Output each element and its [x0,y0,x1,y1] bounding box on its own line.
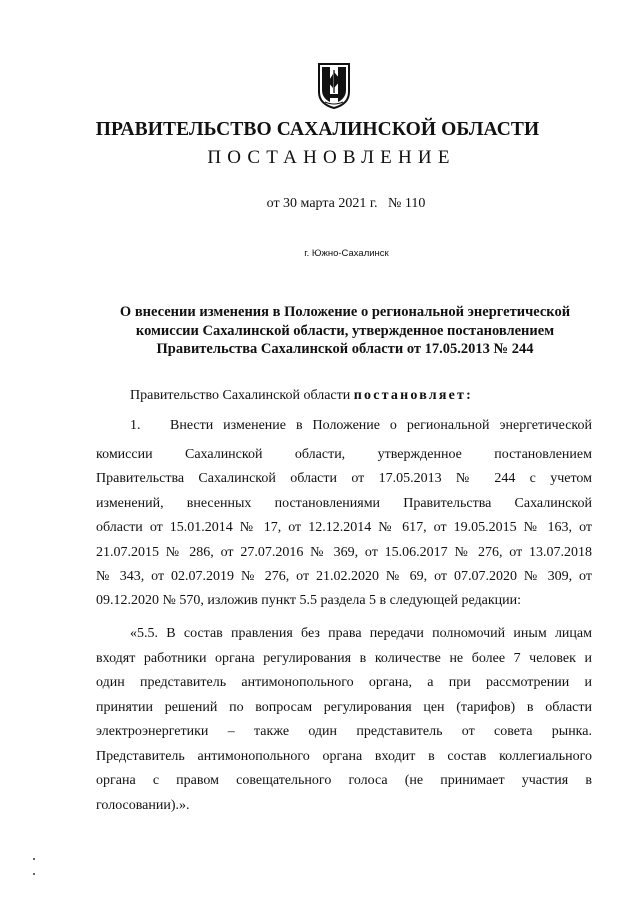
document-subject [100,303,590,359]
quote-line: Представитель антимонопольного органа входит в состав коллегиального [96,749,592,764]
item-line: комиссии Сахалинской области, утвержденное постановлением [96,447,592,462]
item-text: Внести изменение в Положение о региональной энергетической [170,418,592,433]
item-line: 21.07.2015 № 286, от 27.07.2016 № 369, от 15.06.2017 № 276, от 13.07.2018 [96,545,592,560]
org-title: ПРАВИТЕЛЬСТВО САХАЛИНСКОЙ ОБЛАСТИ [95,119,540,140]
scan-speck [33,873,35,875]
coat-of-arms-emblem [317,58,351,110]
item-line [130,416,592,436]
quote-line: электроэнергетики – также один представитель от совета рынка. [96,724,592,739]
city-line: г. Южно-Сахалинск [304,248,389,259]
item-line: области от 15.01.2014 № 17, от 12.12.2014 № 617, от 19.05.2015 № 163, от [96,520,592,535]
quote-line: принятии решений по вопросам регулирования цен (тарифов) в области [96,700,592,715]
item-line: изменений, внесенных постановлениями Правительства Сахалинской [96,496,592,511]
item-line: Правительства Сахалинской области от 17.05.2013 № 244 с учетом [96,471,592,486]
item-line: № 343, от 02.07.2019 № 276, от 21.02.2020 № 69, от 07.07.2020 № 309, от [96,569,592,584]
quote-line: голосовании).». [96,798,190,813]
doc-type-heading: ПОСТАНОВЛЕНИЕ [207,147,456,168]
subject-line: О внесении изменения в Положение о региональной энергетической [119,304,571,320]
date-number-line: от 30 марта 2021 г. № 110 [266,196,426,211]
subject-line: комиссии Сахалинской области, утвержденное постановлением [135,322,555,339]
quote-line: органа с правом совещательного голоса (не принимает участия в [96,773,592,788]
quote-line: входят работники органа регулирования в количестве не более 7 человек и [96,651,592,666]
subject-line: Правительства Сахалинской области от 17.05.2013 № 244 [156,341,534,357]
quote-line: один представитель антимонопольного органа, а при рассмотрении и [96,675,592,690]
scan-speck [33,858,35,860]
quote-line: «5.5. В состав правления без права передачи полномочий иным лицам [130,626,592,641]
preamble-text: Правительство Сахалинской области [130,388,354,403]
preamble [130,386,592,406]
item-line: 09.12.2020 № 570, изложив пункт 5.5 раздела 5 в следующей редакции: [96,593,521,608]
item-number: 1. [130,418,141,433]
preamble-decree-word: постановляет: [353,388,473,403]
